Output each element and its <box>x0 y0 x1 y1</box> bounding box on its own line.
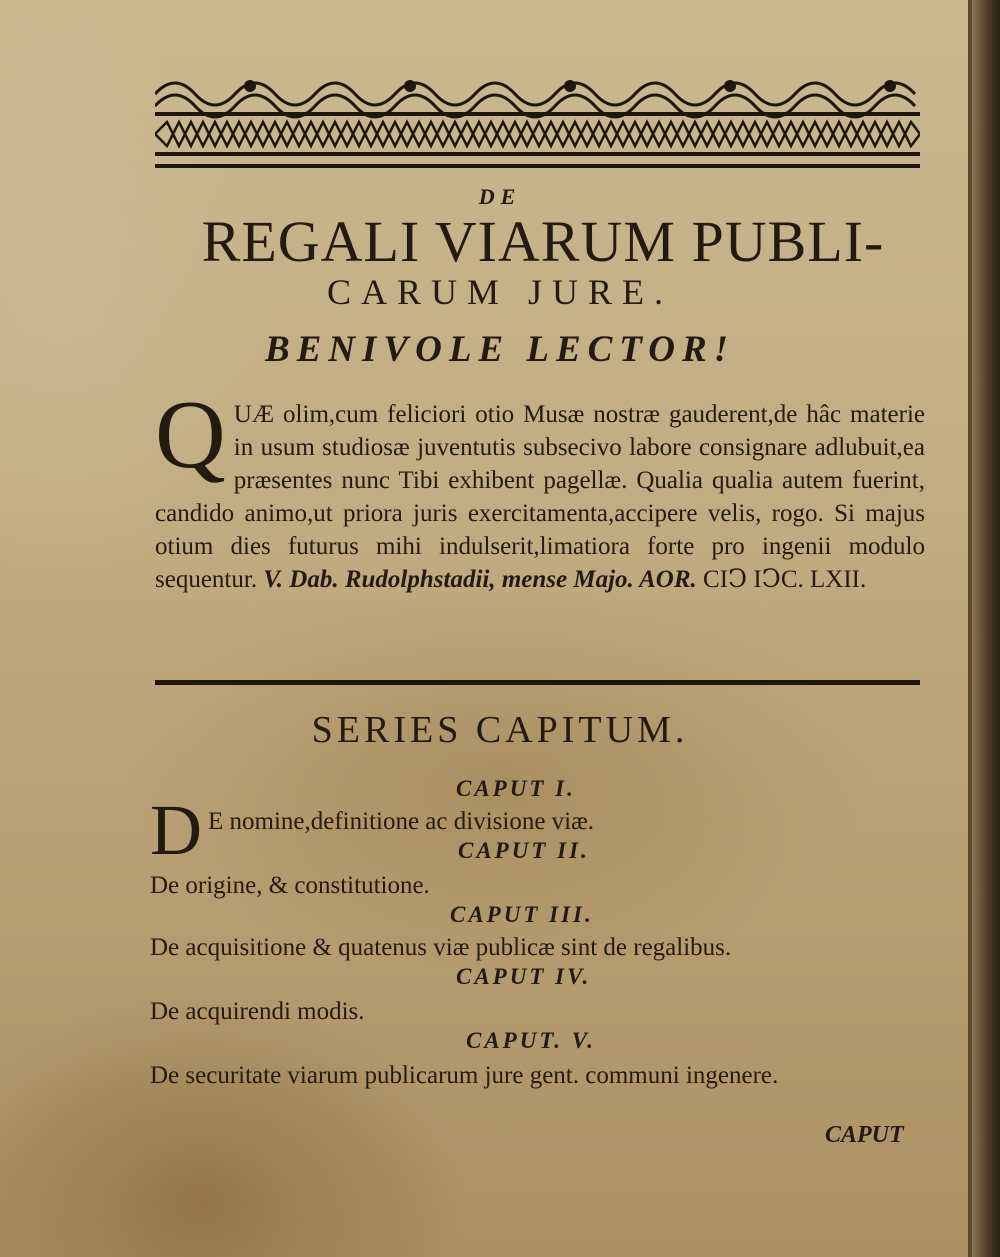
decorative-headpiece <box>155 66 920 170</box>
preface-date: CIↃ IↃC. LXII. <box>703 566 867 593</box>
chapter-heading: CAPUT II. <box>458 838 590 863</box>
book-spine-edge <box>972 0 1000 1257</box>
chapter-text: De acquirendi modis. <box>150 998 365 1025</box>
chapter-heading: CAPUT IV. <box>456 964 592 989</box>
title-prefix: DE <box>478 184 522 209</box>
chapter-text: De acquisitione & quatenus viæ publicæ sint de regalibus. <box>150 934 732 961</box>
chapter-heading: CAPUT I. <box>456 776 576 801</box>
preface-signature: V. Dab. Rudolphstadii, mense Majo. AOR. <box>263 566 697 593</box>
preface-body: UÆ olim,cum feliciori otio Musæ nostræ gauderent,de hâc materie in usum studiosæ juventutis subsecivo labore consignare adlubuit,ea præsentes nunc Tibi exhibent pagellæ. Qualia qualia autem fuerint, candido animo,ut priora juris exercitamenta,accipere velis, rogo. Si majus otium dies futurus mihi indulserit,limatiora forte pro ingenii modulo sequentur. <box>155 401 925 593</box>
chapter-text: D E nomine,definitione ac divisione viæ. <box>150 790 595 870</box>
preface-paragraph <box>155 381 925 596</box>
drop-cap-d: D <box>150 790 202 870</box>
series-title: SERIES CAPITUM. <box>311 709 689 751</box>
chapter-heading: CAPUT. V. <box>466 1028 596 1053</box>
chapter-text: De securitate viarum publicarum jure gent. communi ingenere. <box>150 1062 779 1089</box>
chapter-heading: CAPUT III. <box>450 902 594 927</box>
title-line-1: REGALI VIARUM PUBLI- <box>201 209 885 274</box>
section-divider <box>155 680 920 685</box>
catchword: CAPUT <box>825 1122 904 1148</box>
salutation: BENIVOLE LECTOR! <box>264 329 736 370</box>
chapter-text: De origine, & constitutione. <box>150 872 430 899</box>
drop-cap-q: Q <box>155 381 226 489</box>
title-line-2: CARUM JURE. <box>326 272 674 312</box>
